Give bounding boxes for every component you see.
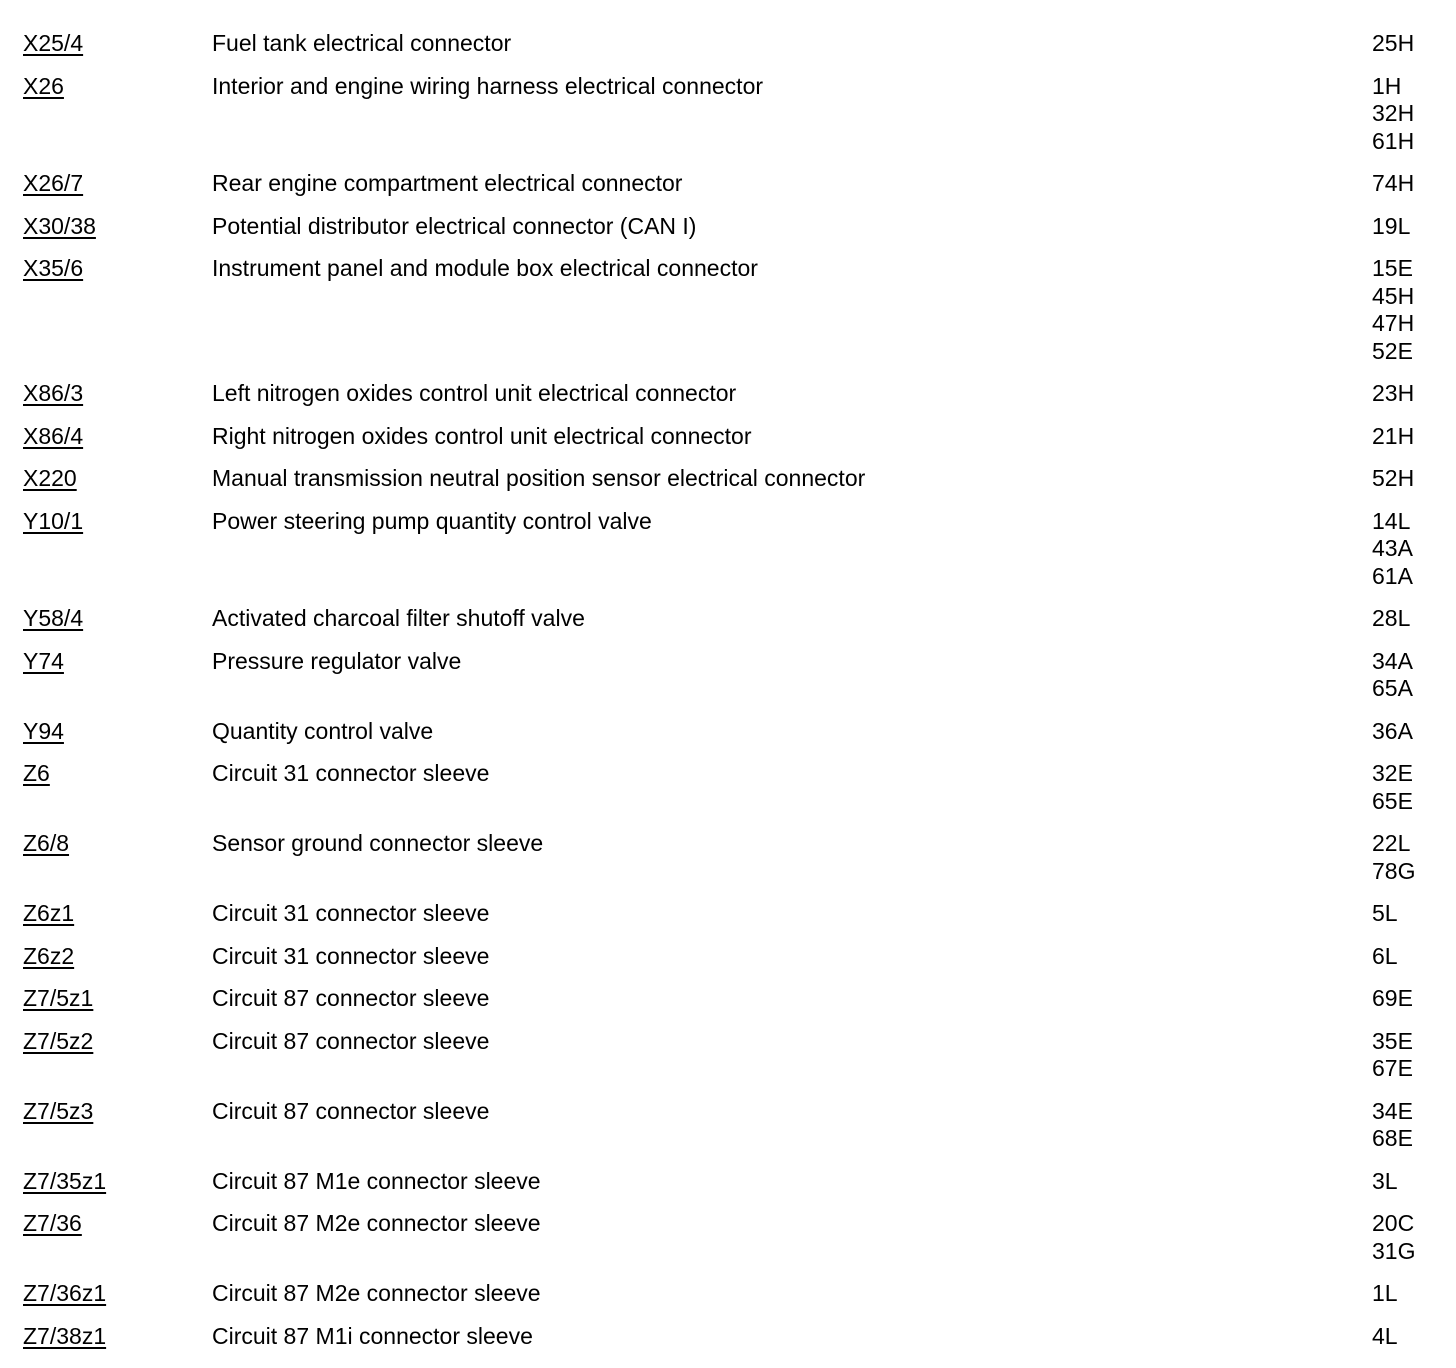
legend-row bbox=[0, 170, 1456, 213]
component-code-link[interactable]: Z6z2 bbox=[23, 942, 75, 969]
grid-reference: 32H bbox=[1372, 100, 1415, 126]
grid-reference: 69E bbox=[1372, 985, 1413, 1011]
component-code-link[interactable]: Y10/1 bbox=[23, 507, 84, 534]
grid-references bbox=[1372, 1028, 1456, 1083]
grid-reference: 32E bbox=[1372, 760, 1413, 786]
grid-reference: 52H bbox=[1372, 465, 1415, 491]
component-code-link[interactable]: X35/6 bbox=[23, 255, 84, 281]
component-description: Circuit 31 connector sleeve bbox=[212, 760, 490, 786]
legend-row bbox=[0, 760, 1456, 830]
component-code-cell bbox=[0, 170, 212, 198]
legend-row bbox=[0, 985, 1456, 1028]
component-code-link[interactable]: Z7/5z2 bbox=[23, 1027, 94, 1054]
component-code-cell bbox=[0, 985, 212, 1013]
grid-references bbox=[1372, 508, 1456, 591]
component-description: Circuit 87 M1i connector sleeve bbox=[212, 1322, 533, 1349]
grid-references bbox=[1372, 1280, 1456, 1308]
grid-reference: 1H bbox=[1372, 72, 1402, 99]
grid-reference: 22L bbox=[1372, 830, 1411, 856]
component-description: Manual transmission neutral position sensor electrical connector bbox=[212, 465, 866, 491]
grid-reference: 4L bbox=[1372, 1322, 1398, 1349]
component-code-cell bbox=[0, 380, 212, 408]
component-description: Sensor ground connector sleeve bbox=[212, 830, 544, 856]
component-description: Circuit 87 M2e connector sleeve bbox=[212, 1280, 541, 1306]
component-code-cell bbox=[0, 830, 212, 858]
legend-row bbox=[0, 213, 1456, 256]
component-code-link[interactable]: Z6 bbox=[23, 760, 50, 786]
legend-row bbox=[0, 1028, 1456, 1098]
legend-row bbox=[0, 255, 1456, 380]
legend-row bbox=[0, 943, 1456, 986]
grid-reference: 25H bbox=[1372, 30, 1415, 56]
grid-reference: 61H bbox=[1372, 127, 1415, 154]
grid-references bbox=[1372, 943, 1456, 971]
grid-references bbox=[1372, 213, 1456, 241]
legend-row bbox=[0, 605, 1456, 648]
component-code-cell bbox=[0, 943, 212, 971]
component-description: Circuit 87 connector sleeve bbox=[212, 1097, 490, 1124]
grid-reference: 68E bbox=[1372, 1125, 1413, 1151]
component-description: Rear engine compartment electrical connector bbox=[212, 170, 683, 196]
grid-references bbox=[1372, 760, 1456, 815]
grid-references bbox=[1372, 380, 1456, 408]
legend-row bbox=[0, 30, 1456, 73]
grid-reference: 14L bbox=[1372, 507, 1411, 534]
component-code-cell bbox=[0, 718, 212, 746]
component-description: Circuit 87 connector sleeve bbox=[212, 1027, 490, 1054]
component-code-cell bbox=[0, 900, 212, 928]
grid-references bbox=[1372, 30, 1456, 58]
grid-reference: 78G bbox=[1372, 857, 1416, 884]
grid-reference: 15E bbox=[1372, 255, 1413, 281]
grid-reference: 1L bbox=[1372, 1280, 1398, 1306]
component-code-link[interactable]: Y74 bbox=[23, 647, 64, 674]
component-code-cell bbox=[0, 508, 212, 536]
grid-reference: 19L bbox=[1372, 212, 1411, 239]
component-description: Quantity control valve bbox=[212, 717, 434, 744]
grid-references bbox=[1372, 900, 1456, 928]
grid-references bbox=[1372, 648, 1456, 703]
grid-references bbox=[1372, 170, 1456, 198]
component-code-cell bbox=[0, 605, 212, 633]
grid-references bbox=[1372, 830, 1456, 885]
component-code-link[interactable]: X25/4 bbox=[23, 30, 84, 56]
component-code-cell bbox=[0, 1098, 212, 1126]
component-description: Right nitrogen oxides control unit electrical connector bbox=[212, 422, 752, 449]
grid-reference: 31G bbox=[1372, 1237, 1416, 1264]
legend-row bbox=[0, 508, 1456, 606]
grid-reference: 43A bbox=[1372, 535, 1413, 561]
grid-references bbox=[1372, 718, 1456, 746]
component-code-link[interactable]: X26 bbox=[23, 72, 64, 99]
component-code-cell bbox=[0, 1280, 212, 1308]
component-code-cell bbox=[0, 760, 212, 788]
component-code-cell bbox=[0, 465, 212, 493]
component-code-cell bbox=[0, 1168, 212, 1196]
grid-reference: 52E bbox=[1372, 337, 1413, 364]
grid-reference: 3L bbox=[1372, 1167, 1398, 1194]
grid-references bbox=[1372, 465, 1456, 493]
component-description: Circuit 31 connector sleeve bbox=[212, 942, 490, 969]
legend-row bbox=[0, 1168, 1456, 1211]
component-description: Instrument panel and module box electrical connector bbox=[212, 255, 758, 281]
component-description: Circuit 31 connector sleeve bbox=[212, 900, 490, 926]
component-description: Potential distributor electrical connector (CAN I) bbox=[212, 212, 697, 239]
grid-references bbox=[1372, 1098, 1456, 1153]
grid-reference: 67E bbox=[1372, 1055, 1413, 1081]
grid-references bbox=[1372, 423, 1456, 451]
component-code-link[interactable]: Z7/36z1 bbox=[23, 1280, 107, 1306]
grid-reference: 74H bbox=[1372, 170, 1415, 196]
legend-row bbox=[0, 1098, 1456, 1168]
grid-references bbox=[1372, 1323, 1456, 1351]
component-code-cell bbox=[0, 255, 212, 283]
legend-row bbox=[0, 380, 1456, 423]
component-description: Left nitrogen oxides control unit electrical connector bbox=[212, 380, 737, 406]
component-description: Pressure regulator valve bbox=[212, 647, 462, 674]
component-code-cell bbox=[0, 1028, 212, 1056]
grid-references bbox=[1372, 1210, 1456, 1265]
grid-references bbox=[1372, 1168, 1456, 1196]
component-code-cell bbox=[0, 73, 212, 101]
component-code-link[interactable]: Z7/38z1 bbox=[23, 1322, 107, 1349]
grid-reference: 20C bbox=[1372, 1210, 1415, 1236]
grid-reference: 23H bbox=[1372, 380, 1415, 406]
grid-reference: 65A bbox=[1372, 675, 1413, 701]
component-code-link[interactable]: X86/4 bbox=[23, 422, 84, 449]
component-description: Circuit 87 M1e connector sleeve bbox=[212, 1167, 541, 1194]
legend-row bbox=[0, 830, 1456, 900]
component-code-link[interactable]: X30/38 bbox=[23, 212, 96, 239]
grid-reference: 34A bbox=[1372, 647, 1413, 674]
component-code-cell bbox=[0, 1323, 212, 1351]
component-code-cell bbox=[0, 423, 212, 451]
component-description: Circuit 87 connector sleeve bbox=[212, 985, 490, 1011]
legend-row bbox=[0, 423, 1456, 466]
grid-references bbox=[1372, 73, 1456, 156]
component-code-link[interactable]: Z7/35z1 bbox=[23, 1167, 107, 1194]
component-description: Circuit 87 M2e connector sleeve bbox=[212, 1210, 541, 1236]
component-description: Activated charcoal filter shutoff valve bbox=[212, 605, 585, 631]
legend-row bbox=[0, 718, 1456, 761]
legend-row bbox=[0, 465, 1456, 508]
grid-reference: 5L bbox=[1372, 900, 1398, 926]
grid-reference: 45H bbox=[1372, 282, 1415, 309]
component-code-cell bbox=[0, 30, 212, 58]
legend-row bbox=[0, 1323, 1456, 1366]
grid-reference: 47H bbox=[1372, 310, 1415, 336]
legend-row bbox=[0, 1210, 1456, 1280]
component-code-link[interactable]: Y94 bbox=[23, 717, 64, 744]
legend-row bbox=[0, 73, 1456, 171]
grid-reference: 34E bbox=[1372, 1097, 1413, 1124]
component-code-link[interactable]: Z6/8 bbox=[23, 830, 70, 856]
component-description: Interior and engine wiring harness electrical connector bbox=[212, 72, 764, 99]
component-code-cell bbox=[0, 648, 212, 676]
component-code-cell bbox=[0, 1210, 212, 1238]
grid-reference: 6L bbox=[1372, 942, 1398, 969]
component-code-cell bbox=[0, 213, 212, 241]
component-code-link[interactable]: X26/7 bbox=[23, 170, 84, 196]
component-code-link[interactable]: X86/3 bbox=[23, 380, 84, 406]
component-code-link[interactable]: Y58/4 bbox=[23, 605, 84, 631]
grid-references bbox=[1372, 605, 1456, 633]
grid-reference: 35E bbox=[1372, 1027, 1413, 1054]
component-code-link[interactable]: Z7/36 bbox=[23, 1210, 82, 1236]
grid-reference: 61A bbox=[1372, 562, 1413, 589]
grid-references bbox=[1372, 985, 1456, 1013]
legend-row bbox=[0, 648, 1456, 718]
component-code-link[interactable]: X220 bbox=[23, 465, 77, 491]
component-description: Fuel tank electrical connector bbox=[212, 30, 512, 56]
grid-references bbox=[1372, 255, 1456, 365]
legend-row bbox=[0, 1280, 1456, 1323]
grid-reference: 21H bbox=[1372, 422, 1415, 449]
component-description: Power steering pump quantity control valve bbox=[212, 507, 652, 534]
legend-row bbox=[0, 900, 1456, 943]
component-code-link[interactable]: Z7/5z3 bbox=[23, 1097, 94, 1124]
component-code-link[interactable]: Z6z1 bbox=[23, 900, 75, 926]
component-code-link[interactable]: Z7/5z1 bbox=[23, 985, 94, 1011]
grid-reference: 36A bbox=[1372, 717, 1413, 744]
grid-reference: 28L bbox=[1372, 605, 1411, 631]
grid-reference: 65E bbox=[1372, 787, 1413, 814]
